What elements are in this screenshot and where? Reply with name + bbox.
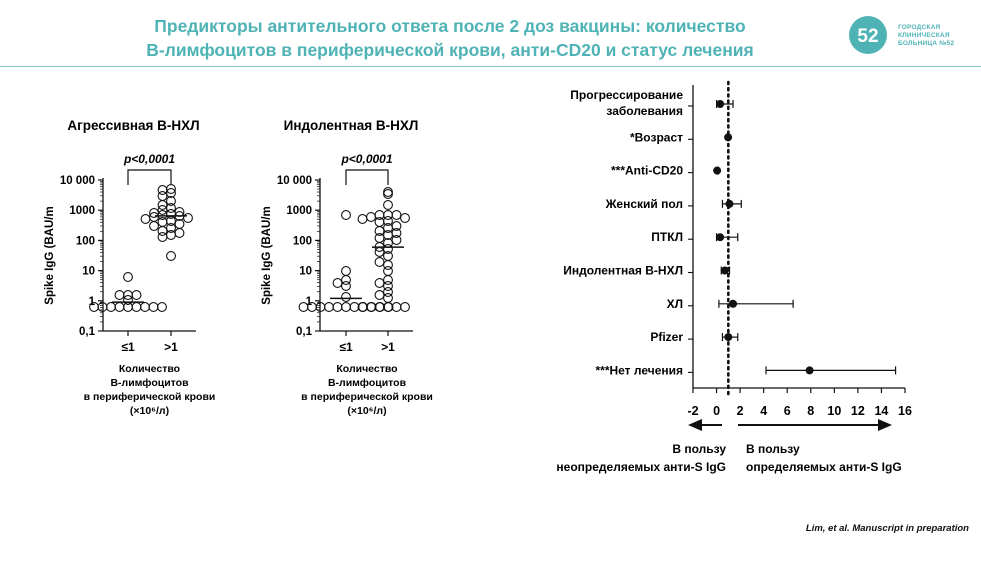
forest-row-label: ПТКЛ (651, 230, 683, 245)
x-tick-label: ≤1 (121, 340, 135, 354)
data-point (124, 273, 133, 282)
x-axis-label-line: Количество (336, 363, 398, 375)
data-point (375, 279, 384, 288)
data-point (367, 213, 376, 222)
y-axis-label: Spike IgG (BAU/m (261, 206, 273, 305)
forest-row-label: Индолентная B-НХЛ (563, 263, 683, 278)
data-point (141, 303, 150, 312)
x-axis-label-line: (×10⁶/л) (129, 405, 170, 417)
right-arrow-icon (878, 419, 892, 431)
data-point (375, 248, 384, 257)
data-point (124, 291, 133, 300)
data-point (158, 303, 167, 312)
forest-x-tick-label: 12 (850, 404, 865, 418)
data-point (132, 291, 141, 300)
title-line-1: Предикторы антительного ответа после 2 доз вакцины: количество (154, 16, 746, 36)
forest-x-tick-label: 8 (807, 404, 815, 418)
data-point (115, 303, 124, 312)
data-point (342, 293, 351, 302)
data-point (375, 291, 384, 300)
data-point (333, 279, 342, 288)
p-value-annotation: p<0,0001 (341, 152, 393, 166)
estimate-point (716, 100, 724, 108)
significance-bracket (346, 170, 388, 185)
data-point (175, 229, 184, 238)
y-axis-label: Spike IgG (BAU/m (44, 206, 56, 305)
x-axis-label-line: в периферической крови (83, 391, 216, 403)
data-point (358, 215, 367, 224)
x-tick-label: >1 (164, 340, 178, 354)
y-tick-label: 1 (305, 295, 312, 308)
data-point (141, 215, 150, 224)
forest-x-tick-label: 14 (874, 404, 889, 418)
panel-title: Индолентная B-НХЛ (283, 118, 419, 133)
data-point (401, 303, 410, 312)
logo-mark-text: 52 (857, 26, 879, 47)
data-point (384, 267, 393, 276)
data-point (384, 201, 393, 210)
estimate-point (713, 167, 721, 175)
logo-text-line-3: БОЛЬНИЦА №52 (898, 40, 955, 47)
estimate-point (726, 200, 734, 208)
data-point (342, 267, 351, 276)
left-arrow-icon (688, 419, 702, 431)
y-tick-label: 100 (75, 235, 95, 248)
y-tick-label: 0,1 (296, 326, 312, 338)
y-tick-label: 1 (88, 295, 95, 308)
data-point (384, 190, 393, 199)
estimate-point (724, 333, 732, 341)
forest-x-tick-label: 2 (736, 404, 744, 418)
data-point (325, 303, 334, 312)
data-point (384, 188, 393, 197)
left-direction-label: неопределяемых анти-S IgG (556, 460, 726, 474)
logo-text-line-1: ГОРОДСКАЯ (898, 24, 941, 31)
y-tick-label: 1000 (286, 205, 312, 218)
estimate-point (724, 133, 732, 141)
x-axis-label-line: в периферической крови (301, 391, 433, 403)
forest-row-label: Женский пол (605, 196, 683, 211)
x-axis-label-line: Количество (118, 363, 181, 375)
y-tick-label: 1000 (69, 205, 95, 218)
data-point (375, 258, 384, 267)
data-point (342, 303, 351, 312)
forest-row-label-line: Прогрессирование (570, 88, 683, 102)
estimate-point (806, 366, 814, 374)
forest-x-tick-label: 0 (713, 404, 721, 418)
data-point (384, 294, 393, 303)
forest-row-label: ***Anti-CD20 (610, 163, 683, 178)
forest-x-tick-label: 4 (760, 404, 768, 418)
y-tick-label: 10 (82, 265, 95, 278)
y-tick-label: 10 000 (276, 175, 312, 187)
forest-x-tick-label: 6 (783, 404, 791, 418)
logo-text-line-2: КЛИНИЧЕСКАЯ (898, 32, 950, 39)
y-tick-label: 100 (292, 235, 312, 248)
data-point (342, 211, 351, 220)
data-point (149, 303, 158, 312)
data-point (158, 233, 167, 242)
forest-row-label-line: заболевания (606, 104, 683, 118)
data-point (167, 252, 176, 261)
data-point (401, 214, 410, 223)
estimate-point (716, 233, 724, 241)
left-direction-label: В пользу (672, 442, 726, 456)
data-point (107, 303, 116, 312)
forest-x-tick-label: 16 (898, 404, 912, 418)
right-direction-label: определяемых анти-S IgG (746, 460, 902, 474)
data-point (342, 282, 351, 291)
data-point (158, 192, 167, 201)
data-point (158, 201, 167, 210)
x-axis-label-line: B-лимфоцитов (110, 377, 189, 389)
estimate-point (721, 267, 729, 275)
data-point (150, 222, 159, 231)
y-tick-label: 10 000 (59, 175, 95, 187)
forest-x-tick-label: -2 (687, 404, 699, 418)
data-point (158, 206, 167, 215)
title-line-2: B-лимфоцитов в периферической крови, анти-CD20 и статус лечения (146, 40, 754, 60)
x-axis-label-line: B-лимфоцитов (327, 377, 407, 389)
data-point (184, 214, 193, 223)
x-tick-label: ≤1 (339, 340, 353, 354)
y-tick-label: 0,1 (79, 326, 95, 338)
panel-title: Агрессивная B-НХЛ (67, 118, 200, 133)
x-tick-label: >1 (381, 340, 395, 354)
significance-bracket (128, 170, 171, 185)
forest-row-label: Pfizer (650, 330, 683, 345)
x-axis-label-line: (×10⁶/л) (347, 405, 387, 417)
estimate-point (729, 300, 737, 308)
forest-row-label: ***Нет лечения (595, 363, 683, 378)
forest-row-label: *Возраст (629, 130, 683, 145)
forest-row-label: ХЛ (666, 296, 683, 311)
data-point (115, 291, 124, 300)
citation: Lim, et al. Manuscript in preparation (805, 523, 969, 534)
data-point (132, 303, 141, 312)
right-direction-label: В пользу (746, 442, 800, 456)
data-point (333, 303, 342, 312)
forest-x-tick-label: 10 (827, 404, 842, 418)
p-value-annotation: p<0,0001 (123, 152, 176, 166)
y-tick-label: 10 (299, 265, 312, 278)
data-point (392, 211, 401, 220)
